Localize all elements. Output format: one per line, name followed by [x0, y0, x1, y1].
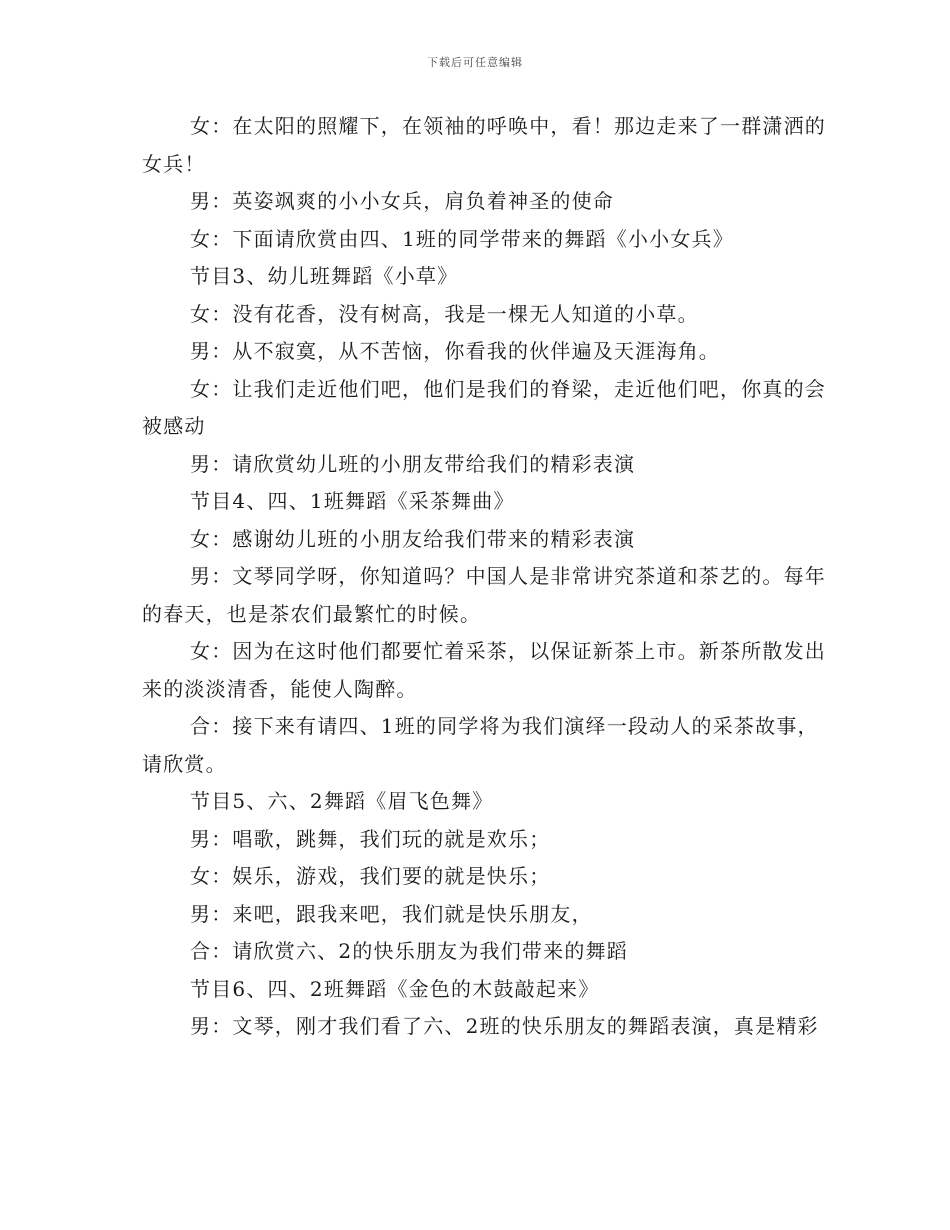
paragraph-12: 女：因为在这时他们都要忙着采茶，以保证新茶上市。新茶所散发出来的淡淡清香，能使人陶醉。	[142, 639, 826, 701]
document-body	[142, 108, 832, 1046]
paragraph-3: 女：下面请欣赏由四、1班的同学带来的舞蹈《小小女兵》	[190, 226, 734, 251]
paragraph-7: 女：让我们走近他们吧，他们是我们的脊梁，走近他们吧，你真的会被感动	[142, 376, 826, 438]
paragraph-8: 男：请欣赏幼儿班的小朋友带给我们的精彩表演	[190, 451, 636, 476]
paragraph-13: 合：接下来有请四、1班的同学将为我们演绎一段动人的采茶故事，请欣赏。	[142, 714, 819, 776]
paragraph-2: 男：英姿飒爽的小小女兵，肩负着神圣的使命	[190, 189, 614, 213]
paragraph-16: 女：娱乐，游戏，我们要的就是快乐；	[190, 864, 551, 888]
page-header-note: 下载后可任意编辑	[427, 56, 523, 69]
paragraph-6: 男：从不寂寞，从不苦恼，你看我的伙伴遍及天涯海角。	[190, 339, 720, 363]
program-heading-4: 节目4、四、1班舞蹈《采茶舞曲》	[190, 489, 515, 513]
program-heading-3: 节目3、幼儿班舞蹈《小草》	[190, 264, 459, 288]
paragraph-15: 男：唱歌，跳舞，我们玩的就是欢乐；	[190, 826, 551, 851]
paragraph-11: 男：文琴同学呀，你知道吗？中国人是非常讲究茶道和茶艺的。每年的春天，也是茶农们最繁忙的时候。	[142, 564, 826, 626]
program-heading-6: 节目6、四、2班舞蹈《金色的木鼓敲起来》	[190, 976, 600, 1001]
paragraph-10: 女：感谢幼儿班的小朋友给我们带来的精彩表演	[190, 526, 636, 551]
paragraph-5: 女：没有花香，没有树高，我是一棵无人知道的小草。	[190, 301, 699, 326]
paragraph-20: 男：文琴，刚才我们看了六、2班的快乐朋友的舞蹈表演，真是精彩	[190, 1014, 819, 1038]
paragraph-18: 合：请欣赏六、2的快乐朋友为我们带来的舞蹈	[190, 939, 628, 963]
paragraph-17: 男：来吧，跟我来吧，我们就是快乐朋友，	[190, 901, 593, 926]
program-heading-5: 节目5、六、2舞蹈《眉飞色舞》	[190, 789, 494, 813]
paragraph-1: 女：在太阳的照耀下，在领袖的呼唤中，看！那边走来了一群潇洒的女兵！	[142, 114, 826, 176]
